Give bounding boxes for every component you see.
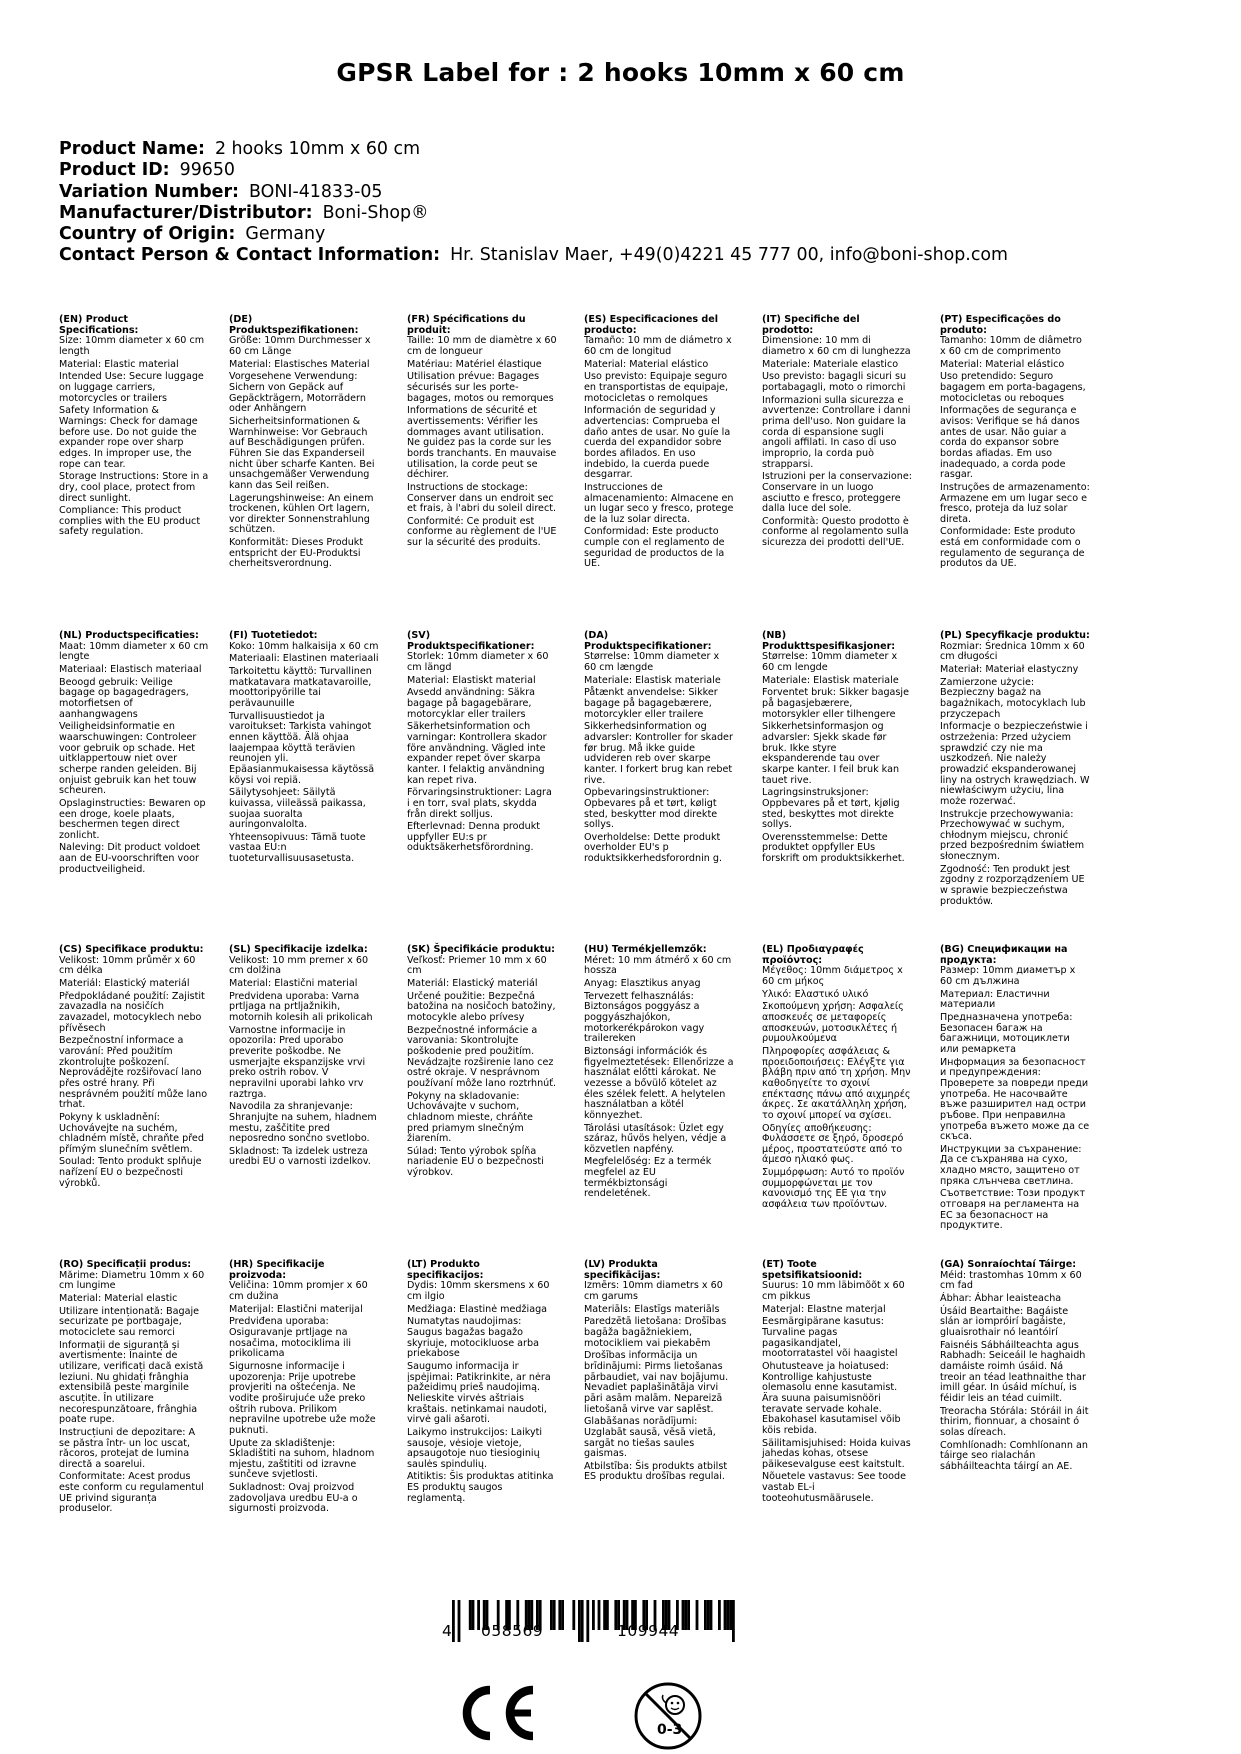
spec-paragraph: Skladnost: Ta izdelek ustreza uredbi EU o varnosti izdelkov. xyxy=(229,1145,371,1168)
spec-heading: (PT) Especificações do produto: xyxy=(940,314,1061,336)
spec-paragraph: Úsáid Beartaithe: Bagáiste slán ar iompróirí bagáiste, gluaisrothair nó leantóirí xyxy=(940,1305,1069,1338)
spec-paragraph: Инструкции за съхранение: Да се съхранява на сухо, хладно място, защитено от пряка слънчева светлина. xyxy=(940,1143,1082,1187)
spec-section xyxy=(229,945,379,1170)
spec-heading: (RO) Specificații produs: xyxy=(59,1259,192,1270)
spec-section xyxy=(229,631,379,867)
spec-paragraph: Conformidade: Este produto está em conformidade com o regulamento de segurança de produtos da UE. xyxy=(940,526,1085,570)
spec-paragraph: Matériau: Matériel élastique xyxy=(407,358,542,370)
spec-paragraph: Instructions de stockage: Conserver dans un endroit sec et frais, à l'abri du soleil direct. xyxy=(407,481,557,515)
spec-paragraph: Tamanho: 10mm de diâmetro x 60 cm de comprimento xyxy=(940,335,1082,357)
spec-paragraph: Materjal: Elastne materjal xyxy=(762,1303,886,1315)
spec-paragraph: Säilytysohjeet: Säilytä kuivassa, viileässä paikassa, suojaa suoralta auringonvalolta. xyxy=(229,787,366,831)
spec-paragraph: Предназначена употреба: Безопасен багаж на багажници, мотоциклети или ремаркета xyxy=(940,1011,1073,1055)
spec-paragraph: Materiale: Elastisk materiale xyxy=(762,674,899,686)
spec-paragraph: Paredzētā lietošana: Drošības bagāža bagāžniekiem, motocikliem vai piekabēm xyxy=(584,1316,727,1349)
spec-paragraph: Yhteensopivuus: Tämä tuote vastaa EU:n tuoteturvallisuusasetusta. xyxy=(229,831,366,865)
spec-heading: (LT) Produkto specifikacijos: xyxy=(407,1259,484,1281)
spec-paragraph: Σκοπούμενη χρήση: Ασφαλείς αποσκευές σε μεταφορείς αποσκευών, μοτοσικλέτες ή ρυμουλκούμενα xyxy=(762,1001,904,1045)
info-country-of-origin: Country of Origin: Germany xyxy=(59,224,326,245)
spec-paragraph: Säkerhetsinformation och varningar: Kontrollera skador före användning. Vägled inte expander repet över skarpa kanter. I felaktig användning kan repet riva. xyxy=(407,721,547,786)
spec-paragraph: Upute za skladištenje: Skladištiti na suhom, hladnom mjestu, zaštititi od izravne sunčeve svjetlosti. xyxy=(229,1437,375,1481)
barcode-bar xyxy=(469,1600,472,1630)
spec-paragraph: Tervezett felhasználás: Biztonságos poggyász a poggyászhajókon, motorkerékpárokon vagy trailereken xyxy=(584,990,705,1045)
spec-heading: (EN) Product Specifications: xyxy=(59,314,139,336)
spec-paragraph: Informazioni sulla sicurezza e avvertenze: Controllare i danni prima dell'uso. Non guidare la corda di espansione sugli angoli affilati. In caso di uso improprio, la corda può strapparsi. xyxy=(762,394,911,470)
spec-paragraph: Förvaringsinstruktioner: Lagra i en torr, sval plats, skydda från direkt solljus. xyxy=(407,787,552,820)
spec-paragraph: Material: Material elástico xyxy=(940,358,1065,370)
spec-paragraph: Súlad: Tento výrobok spĺňa nariadenie EÚ o bezpečnosti výrobkov. xyxy=(407,1145,544,1179)
spec-heading: (PL) Specyfikacje produktu: xyxy=(940,630,1090,641)
barcode-bar xyxy=(586,1600,589,1642)
spec-paragraph: Zgodność: Ten produkt jest zgodny z rozporządzeniem UE w sprawie bezpieczeństwa produktów. xyxy=(940,863,1085,907)
spec-paragraph: Størrelse: 10mm diameter x 60 cm lengde xyxy=(762,651,898,673)
spec-paragraph: Overholdelse: Dette produkt overholder EU's p roduktsikkerhedsforordnin g. xyxy=(584,831,723,865)
barcode-bar xyxy=(572,1600,575,1630)
spec-paragraph: Opbevaringsinstruktioner: Opbevares på et tørt, køligt sted, beskytter mod direkte sollys. xyxy=(584,787,718,831)
spec-heading: (HU) Termékjellemzők: xyxy=(584,944,707,955)
spec-section xyxy=(762,945,912,1213)
spec-section xyxy=(407,1260,557,1506)
spec-paragraph: Mărime: Diametru 10mm x 60 cm lungime xyxy=(59,1269,205,1292)
spec-paragraph: Bezpečnostné informácie a varovania: Skontrolujte poškodenie pred použitím. Nevádzajte rozširenie lano cez ostré okraje. V nesprávnom používaní môže lano roztrhnúť. xyxy=(407,1024,557,1089)
spec-paragraph: Anyag: Elasztikus anyag xyxy=(584,977,701,989)
spec-paragraph: Uso previsto: bagagli sicuri su portabagagli, moto o rimorchi xyxy=(762,371,907,393)
spec-paragraph: Megfelelőség: Ez a termék megfelel az EU termékbiztonsági rendeletének. xyxy=(584,1156,712,1200)
spec-section xyxy=(59,945,209,1191)
barcode-bar xyxy=(732,1600,735,1642)
spec-paragraph: Materijal: Elastični materijal xyxy=(229,1303,363,1315)
spec-paragraph: Numatytas naudojimas: Saugus bagažas bagažo skyriuje, motocikluose arba priekabose xyxy=(407,1316,539,1360)
spec-paragraph: Материал: Еластични материали xyxy=(940,988,1050,1011)
info-contact: Contact Person & Contact Information: Hr. Stanislav Maer, +49(0)4221 45 777 00, info@boni-shop.com xyxy=(59,245,1008,266)
spec-heading: (SL) Specifikacije izdelka: xyxy=(229,944,368,955)
spec-heading: (NL) Productspecificaties: xyxy=(59,630,199,641)
barcode-bar xyxy=(687,1600,690,1630)
spec-paragraph: Intended Use: Secure luggage on luggage carriers, motorcycles or trailers xyxy=(59,371,204,404)
spec-paragraph: Instruções de armazenamento: Armazene em um lugar seco e fresco, proteja da luz solar direta. xyxy=(940,481,1090,525)
spec-paragraph: Koko: 10mm halkaisija x 60 cm xyxy=(229,640,379,652)
spec-paragraph: Съответствие: Този продукт отговаря на регламента на ЕС за безопасност на продуктите. xyxy=(940,1188,1086,1232)
spec-section xyxy=(940,1260,1090,1474)
spec-paragraph: Treoracha Stórála: Stóráil in áit thirim, fionnuar, a chosaint ó solas díreach. xyxy=(940,1405,1089,1438)
spec-paragraph: Informations de sécurité et avertissements: Vérifier les dommages avant utilisation. Ne guidez pas la corde sur les bords tranchants. En mauvaise utilisation, la corde peut se déchirer. xyxy=(407,405,557,481)
spec-section xyxy=(940,315,1090,572)
spec-section xyxy=(762,315,912,551)
barcode-bar xyxy=(550,1600,553,1630)
spec-paragraph: Saugumo informacija ir įspėjimai: Patikrinkite, ar nėra pažeidimų prieš naudojimą. Nelieskite virvės aštriais kraštais. netinkamai naudoti, virvė gali ašaroti. xyxy=(407,1360,551,1426)
spec-paragraph: Συμμόρφωση: Αυτό το προϊόν συμμορφώνεται με τον κανονισμό της ΕΕ για την ασφάλεια των προϊόντων. xyxy=(762,1167,905,1211)
spec-paragraph: Tarkoitettu käyttö: Turvallinen matkatavara matkatavaroille, moottoripyörille tai perävaunuille xyxy=(229,665,372,709)
barcode-bar xyxy=(729,1600,732,1630)
spec-paragraph: Dydis: 10mm skersmens x 60 cm ilgio xyxy=(407,1280,550,1302)
language-sections-grid xyxy=(59,315,1239,1535)
barcode-bar xyxy=(452,1600,455,1642)
spec-paragraph: Säilitamisjuhised: Hoida kuivas jahedas kohas, otsese päikesevalguse eest kaitstult. xyxy=(762,1437,911,1470)
spec-paragraph: Material: Material elástico xyxy=(584,358,709,370)
barcode-bar xyxy=(598,1600,601,1630)
spec-section xyxy=(59,315,209,540)
spec-paragraph: Информация за безопасност и предупреждения: Проверете за повреди преди употреба. Не насочвайте въже разширител над остри ръбове. При неправилна употреба въжето може да се скъса. xyxy=(940,1056,1090,1143)
spec-paragraph: Efterlevnad: Denna produkt uppfyller EU:s pr oduktsäkerhetsförordning. xyxy=(407,821,541,854)
spec-paragraph: Instrukcje przechowywania: Przechowywać w suchym, chłodnym miejscu, chronić przed bezpośrednim światłem słonecznym. xyxy=(940,808,1085,863)
spec-paragraph: Nõuetele vastavus: See toode vastab EL-i tooteohutusmäärusele. xyxy=(762,1471,906,1504)
spec-paragraph: Sukladnost: Ovaj proizvod zadovoljava uredbu EU-a o sigurnosti proizvoda. xyxy=(229,1482,358,1515)
spec-paragraph: Určené použitie: Bezpečná batožina na nosičoch batožiny, motocykle alebo prívesy xyxy=(407,990,556,1023)
spec-paragraph: Naleving: Dit product voldoet aan de EU-voorschriften voor productveiligheid. xyxy=(59,842,201,875)
spec-paragraph: Předpokládané použití: Zajistit zavazadla na nosičích zavazadel, motocyklech nebo přívěsech xyxy=(59,990,205,1034)
spec-paragraph: Biztonsági információk és figyelmeztetések: Ellenőrizze a használat előtti károkat. Ne vezesse a bővülő kötelet az éles szélek felett. A helytelen használatban a kötél könnyezhet. xyxy=(584,1045,734,1121)
spec-paragraph: Πληροφορίες ασφάλειας & προειδοποιήσεις: Ελέγξτε για βλάβη πριν από τη χρήση. Μην καθοδηγείτε το σχοινί επέκτασης πάνω από αιχμηρές άκρες. Σε ακατάλληλη χρήση, το σχοινί μπορεί να σχίσει. xyxy=(762,1045,911,1121)
info-product-name: Product Name: 2 hooks 10mm x 60 cm xyxy=(59,139,421,159)
spec-paragraph: Velikost: 10 mm premer x 60 cm dolžina xyxy=(229,954,369,977)
spec-paragraph: Forventet bruk: Sikker bagasje på bagasjebærere, motorsykler eller tilhengere xyxy=(762,687,910,720)
spec-paragraph: Bezpečnostní informace a varování: Před použitím zkontrolujte poškození. Neprovádějte rozšiřovací lano přes ostré hrany. Při nesprávném použití může lano trhat. xyxy=(59,1035,208,1111)
spec-paragraph: Informacje o bezpieczeństwie i ostrzeżenia: Przed użyciem sprawdzić czy nie ma uszkodzeń. Nie należy prowadzić ekspanderowanej liny na ostrych krawędziach. W niewłaściwym użyciu, lina może rozerwać. xyxy=(940,721,1090,807)
barcode-bar xyxy=(578,1600,581,1642)
spec-paragraph: Veiligheidsinformatie en waarschuwingen: Controleer voor gebruik op schade. Het uitklappertouw niet over scherpe randen geleiden. Bij onjuist gebruik kan het touw scheuren. xyxy=(59,721,197,797)
spec-paragraph: Materiál: Elastický materiál xyxy=(407,977,538,989)
spec-paragraph: Avsedd användning: Säkra bagage på bagagebärare, motorcyklar eller trailers xyxy=(407,687,536,720)
spec-heading: (ET) Toote spetsifikatsioonid: xyxy=(762,1259,863,1281)
barcode-bar xyxy=(696,1600,699,1630)
barcode-bar xyxy=(710,1600,713,1630)
spec-paragraph: Material: Elastisches Material xyxy=(229,358,370,370)
spec-heading: (CS) Specifikace produktu: xyxy=(59,944,204,955)
spec-paragraph: Conformitate: Acest produs este conform cu regulamentul UE privind siguranța produselor. xyxy=(59,1471,204,1515)
spec-paragraph: Tárolási utasítások: Üzlet egy száraz, hűvös helyen, védje a közvetlen napfény. xyxy=(584,1122,727,1155)
barcode-bar xyxy=(558,1600,561,1630)
spec-paragraph: Laikymo instrukcijos: Laikyti sausoje, vėsioje vietoje, apsaugotoje nuo tiesioginių saulės spindulių. xyxy=(407,1426,543,1470)
spec-section xyxy=(59,631,209,877)
spec-paragraph: Storage Instructions: Store in a dry, cool place, protect from direct sunlight. xyxy=(59,471,209,504)
spec-paragraph: Materiāls: Elastīgs materiāls xyxy=(584,1303,720,1315)
info-product-id: Product ID: 99650 xyxy=(59,160,235,181)
spec-heading: (EL) Προδιαγραφές προϊόντος: xyxy=(762,944,864,966)
spec-paragraph: Turvallisuustiedot ja varoitukset: Tarkista vahingot ennen käyttöä. Älä ohjaa laajempaa köyttä terävien reunojen yli. Epäasianmukaisessa käytössä köysi voi repiä. xyxy=(229,710,375,786)
spec-paragraph: Dimensione: 10 mm di diametro x 60 cm di lunghezza xyxy=(762,335,911,357)
spec-paragraph: Μέγεθος: 10mm διάμετρος x 60 cm μήκος xyxy=(762,965,903,987)
spec-paragraph: Predvidena uporaba: Varna prtljaga na prtljažnikih, motornih kolesih ali prikolicah xyxy=(229,990,373,1023)
spec-paragraph: Faisnéis Sábháilteachta agus Rabhadh: Seiceáil le haghaidh damáiste roimh úsáid. Ná treoir an téad leathnaithe thar imill géar. In úsáid míchuí, is féidir leis an téad cuimilt. xyxy=(940,1339,1086,1404)
spec-paragraph: Lagringsinstruksjoner: Oppbevares på et tørt, kjølig sted, beskyttes mot direkte sollys. xyxy=(762,787,900,831)
spec-heading: (BG) Спецификации на продукта: xyxy=(940,944,1068,966)
barcode-bar xyxy=(581,1600,584,1642)
barcode-right-digits: 109944 xyxy=(617,1622,680,1640)
spec-paragraph: Påtænkt anvendelse: Sikker bagage på bagagebærere, motorcykler eller trailere xyxy=(584,687,718,720)
info-manufacturer: Manufacturer/Distributor: Boni-Shop® xyxy=(59,202,429,223)
spec-paragraph: Materiál: Elastický materiál xyxy=(59,977,190,989)
spec-heading: (ES) Especificaciones del producto: xyxy=(584,314,719,336)
spec-paragraph: Uso pretendido: Seguro bagagem em porta-bagagens, motocicletas ou reboques xyxy=(940,371,1086,404)
spec-paragraph: Größe: 10mm Durchmesser x 60 cm Länge xyxy=(229,335,371,357)
spec-paragraph: Størrelse: 10mm diameter x 60 cm længde xyxy=(584,651,720,673)
spec-paragraph: Размер: 10mm диаметър x 60 cm дължина xyxy=(940,965,1076,987)
spec-section xyxy=(584,315,734,572)
spec-heading: (DE) Produktspezifikationen: xyxy=(229,314,359,336)
spec-paragraph: Veľkosť: Priemer 10 mm x 60 cm xyxy=(407,954,547,977)
spec-paragraph: Conformità: Questo prodotto è conforme al regolamento sulla sicurezza dei prodotti dell'UE. xyxy=(762,515,909,549)
spec-paragraph: Material: Elastični material xyxy=(229,977,358,989)
spec-section xyxy=(584,1260,734,1485)
spec-paragraph: Vorgesehene Verwendung: Sichern von Gepäck auf Gepäckträgern, Motorrädern oder Anhängern xyxy=(229,371,366,415)
spec-paragraph: Materiał: Materiał elastyczny xyxy=(940,663,1079,675)
spec-paragraph: Size: 10mm diameter x 60 cm length xyxy=(59,335,205,357)
spec-paragraph: Drošības informācija un brīdinājumi: Pirms lietošanas pārbaudiet, vai nav bojājumu. Nevadiet paplašinātāja virvi pāri asām malām. Nepareizā lietošanā virve var saplēst. xyxy=(584,1350,729,1415)
spec-paragraph: Sicherheitsinformationen & Warnhinweise: Vor Gebrauch auf Beschädigungen prüfen. Führen Sie das Expanderseil nicht über scharfe Kanten. Bei unsachgemäßer Verwendung kann das Seil reißen. xyxy=(229,415,375,491)
spec-paragraph: Compliance: This product complies with the EU product safety regulation. xyxy=(59,505,201,538)
spec-paragraph: Zamierzone użycie: Bezpieczny bagaż na bagażnikach, motocyklach lub przyczepach xyxy=(940,676,1086,720)
spec-paragraph: Sikkerhetsinformasjon og advarsler: Sjekk skade før bruk. Ikke styre ekspanderende tau over skarpe kanter. I feil bruk kan tauet rive. xyxy=(762,721,900,786)
age-warning-icon xyxy=(633,1681,703,1751)
spec-section xyxy=(59,1260,209,1517)
barcode-lead-digit: 4 xyxy=(442,1622,452,1640)
spec-paragraph: Taille: 10 mm de diamètre x 60 cm de longueur xyxy=(407,335,557,357)
spec-paragraph: Konformität: Dieses Produkt entspricht der EU-Produktsi cherheitsverordnung. xyxy=(229,537,364,570)
spec-paragraph: Pokyny k uskladnění: Uchovávejte na suchém, chladném místě, chraňte před přímým slunečním světlem. xyxy=(59,1111,204,1155)
spec-paragraph: Comhlíonadh: Comhlíonann an táirge seo rialachán sábháilteachta táirgí an AE. xyxy=(940,1439,1088,1472)
barcode-bar xyxy=(726,1600,729,1630)
spec-heading: (FI) Tuotetiedot: xyxy=(229,630,318,641)
spec-paragraph: Información de seguridad y advertencias: Comprueba el daño antes de usar. No guíe la cuerda del expandidor sobre bordes afilados. En uso indebido, la cuerda puede desgarrar. xyxy=(584,405,731,481)
spec-section xyxy=(762,631,912,867)
spec-paragraph: Méid: trastomhas 10mm x 60 cm fad xyxy=(940,1269,1082,1292)
spec-heading: (SK) Špecifikácie produktu: xyxy=(407,944,556,955)
product-info xyxy=(59,139,1008,267)
spec-paragraph: Opslaginstructies: Bewaren op een droge, koele plaats, beschermen tegen direct zonlicht. xyxy=(59,797,206,841)
spec-paragraph: Suurus: 10 mm läbimõõt x 60 cm pikkus xyxy=(762,1280,905,1302)
spec-paragraph: Lagerungshinweise: An einem trockenen, kühlen Ort lagern, vor direkter Sonnenstrahlung schützen. xyxy=(229,492,374,536)
spec-paragraph: Instrucciones de almacenamiento: Almacene en un lugar seco y fresco, protege de la luz solar directa. xyxy=(584,481,734,525)
spec-paragraph: Eesmärgipärane kasutus: Turvaline pagas pagasikandjatel, mootorratastel või haagistel xyxy=(762,1316,898,1360)
page-title: GPSR Label for : 2 hooks 10mm x 60 cm xyxy=(336,58,905,87)
barcode-bar xyxy=(553,1600,556,1630)
spec-paragraph: Glabāšanas norādījumi: Uzglabāt sausā, vēsā vietā, sargāt no tiešas saules gaismas. xyxy=(584,1416,716,1460)
spec-section xyxy=(762,1260,912,1506)
spec-section xyxy=(407,315,557,551)
barcode-bar xyxy=(682,1600,685,1630)
spec-heading: (NB) Produkttspesifikasjoner: xyxy=(762,630,896,652)
spec-paragraph: Atitiktis: Šis produktas atitinka ES produktų saugos reglamentą. xyxy=(407,1471,554,1504)
barcode-bar xyxy=(606,1600,609,1630)
spec-heading: (DA) Produktspecifikationer: xyxy=(584,630,712,652)
spec-paragraph: Material: Material elastic xyxy=(59,1292,178,1304)
spec-paragraph: Οδηγίες αποθήκευσης: Φυλάσσετε σε ξηρό, δροσερό μέρος, προστατεύστε από το άμεσο ηλιακό φως. xyxy=(762,1122,904,1166)
barcode-bar xyxy=(603,1600,606,1630)
spec-section xyxy=(407,945,557,1181)
spec-section xyxy=(940,945,1090,1234)
spec-paragraph: Istruzioni per la conservazione: Conservare in un luogo asciutto e fresco, proteggere dalla luce del sole. xyxy=(762,471,912,515)
spec-paragraph: Storlek: 10mm diameter x 60 cm längd xyxy=(407,651,549,673)
spec-paragraph: Veličina: 10mm promjer x 60 cm dužina xyxy=(229,1280,368,1302)
spec-heading: (SV) Produktspecifikationer: xyxy=(407,630,535,652)
spec-paragraph: Materiale: Elastisk materiale xyxy=(584,674,721,686)
barcode-bar xyxy=(718,1600,721,1630)
info-variation-number: Variation Number: BONI-41833-05 xyxy=(59,181,383,202)
spec-paragraph: Méret: 10 mm átmérő x 60 cm hossza xyxy=(584,954,732,977)
barcode-bar xyxy=(477,1600,480,1630)
spec-section xyxy=(229,315,379,572)
barcode-left-digits: 058569 xyxy=(481,1622,544,1640)
spec-paragraph: Velikost: 10mm průměr x 60 cm délka xyxy=(59,954,196,977)
spec-paragraph: Overensstemmelse: Dette produktet oppfyller EUs forskrift om produktsikkerhet. xyxy=(762,831,905,865)
spec-paragraph: Atbilstība: Šis produkts atbilst ES produktu drošības regulai. xyxy=(584,1460,728,1483)
spec-paragraph: Safety Information & Warnings: Check for damage before use. Do not guide the expander rope over sharp edges. In improper use, the rope can tear. xyxy=(59,405,198,470)
spec-paragraph: Υλικό: Ελαστικό υλικό xyxy=(762,988,869,1000)
ce-mark-icon xyxy=(456,1683,538,1743)
spec-paragraph: Izmērs: 10mm diametrs x 60 cm garums xyxy=(584,1280,723,1302)
spec-paragraph: Conformidad: Este producto cumple con el reglamento de seguridad de productos de la UE. xyxy=(584,526,725,570)
age-label: 0-3 xyxy=(657,1722,683,1738)
spec-paragraph: Materiaal: Elastisch materiaal xyxy=(59,663,202,675)
spec-paragraph: Varnostne informacije in opozorila: Pred uporabo preverite poškodbe. Ne usmerjajte ekspanzijske vrvi preko ostrih robov. V nepravilni uporabi lahko vrv raztrga. xyxy=(229,1024,366,1100)
spec-paragraph: Soulad: Tento produkt splňuje nařízení EU o bezpečnosti výrobků. xyxy=(59,1156,202,1189)
spec-paragraph: Medžiaga: Elastinė medžiaga xyxy=(407,1303,548,1315)
spec-section xyxy=(584,631,734,867)
spec-paragraph: Material: Elastiskt material xyxy=(407,674,536,686)
spec-paragraph: Conformité: Ce produit est conforme au règlement de l'UE sur la sécurité des produits. xyxy=(407,515,557,549)
spec-paragraph: Ábhar: Ábhar leaisteacha xyxy=(940,1292,1062,1304)
spec-paragraph: Informações de segurança e avisos: Verifique se há danos antes de usar. Não guiar a corda do expansor sobre bordas afiadas. Em uso inadequado, a corda pode rasgar. xyxy=(940,405,1080,481)
spec-section xyxy=(407,631,557,856)
spec-paragraph: Tamaño: 10 mm de diámetro x 60 cm de longitud xyxy=(584,335,732,357)
barcode-bar xyxy=(724,1600,727,1630)
spec-paragraph: Informații de siguranță și avertismente: Înainte de utilizare, verificați dacă există leziuni. Nu ghidați frânghia extensibilă peste marginile ascuțite. În utilizare necorespunzătoare, frânghia poate rupe. xyxy=(59,1339,204,1426)
spec-heading: (HR) Specifikacije proizvoda: xyxy=(229,1259,325,1281)
spec-paragraph: Materiale: Materiale elastico xyxy=(762,358,899,370)
spec-paragraph: Uso previsto: Equipaje seguro en transportistas de equipaje, motocicletas o remolques xyxy=(584,371,729,404)
barcode-bar xyxy=(472,1600,475,1630)
spec-paragraph: Sikkerhedsinformation og advarsler: Kontroller for skader før brug. Må ikke guide udvideren reb over skarpe kanter. I forkert brug kan rebet rive. xyxy=(584,721,733,786)
barcode-bar xyxy=(707,1600,710,1630)
spec-paragraph: Instrucțiuni de depozitare: A se păstra într- un loc uscat, răcoros, protejat de lumina directă a soarelui. xyxy=(59,1426,196,1470)
spec-paragraph: Predviđena uporaba: Osiguravanje prtljage na nosačima, motociklima ili prikolicama xyxy=(229,1316,352,1360)
barcode-bar xyxy=(458,1600,461,1642)
spec-section xyxy=(584,945,734,1202)
spec-paragraph: Pokyny na skladovanie: Uchovávajte v suchom, chladnom mieste, chráňte pred priamym slnečným žiarením. xyxy=(407,1090,533,1145)
spec-paragraph: Sigurnosne informacije i upozorenja: Prije upotrebe provjeriti na oštećenja. Ne vodite proširujuće uže preko oštrih rubova. Prilikom nepravilne upotrebe uže može puknuti. xyxy=(229,1360,376,1436)
spec-paragraph: Material: Elastic material xyxy=(59,358,179,370)
spec-section xyxy=(229,1260,379,1517)
barcode-bar xyxy=(704,1600,707,1630)
spec-heading: (LV) Produkta specifikācijas: xyxy=(584,1259,661,1281)
spec-heading: (GA) Sonraíochtaí Táirge: xyxy=(940,1259,1077,1270)
spec-paragraph: Rozmiar: Średnica 10mm x 60 cm długości xyxy=(940,640,1085,663)
spec-paragraph: Navodila za shranjevanje: Shranjujte na suhem, hladnem mestu, zaščitite pred neposredno sončno svetlobo. xyxy=(229,1101,377,1145)
spec-paragraph: Beoogd gebruik: Veilige bagage op bagagedragers, motorfietsen of aanhangwagens xyxy=(59,676,189,720)
spec-paragraph: Utilisation prévue: Bagages sécurisés sur les porte-bagages, motos ou remorques xyxy=(407,371,554,404)
spec-paragraph: Maat: 10mm diameter x 60 cm lengte xyxy=(59,640,209,663)
barcode-bar xyxy=(561,1600,564,1630)
spec-paragraph: Utilizare intenționată: Bagaje securizate pe portbagaje, motociclete sau remorci xyxy=(59,1305,200,1338)
barcode-bar xyxy=(592,1600,595,1630)
spec-heading: (FR) Spécifications du produit: xyxy=(407,314,526,336)
spec-paragraph: Ohutusteave ja hoiatused: Kontrollige kahjustuste olemasolu enne kasutamist. Ära suuna paisumisnööri teravate servade kohale. Ebakohasel kasutamisel võib köis rebida. xyxy=(762,1360,901,1436)
spec-section xyxy=(940,631,1090,909)
barcode-bar xyxy=(684,1600,687,1630)
spec-paragraph: Materiaali: Elastinen materiaali xyxy=(229,653,379,665)
spec-heading: (IT) Specifiche del prodotto: xyxy=(762,314,860,336)
